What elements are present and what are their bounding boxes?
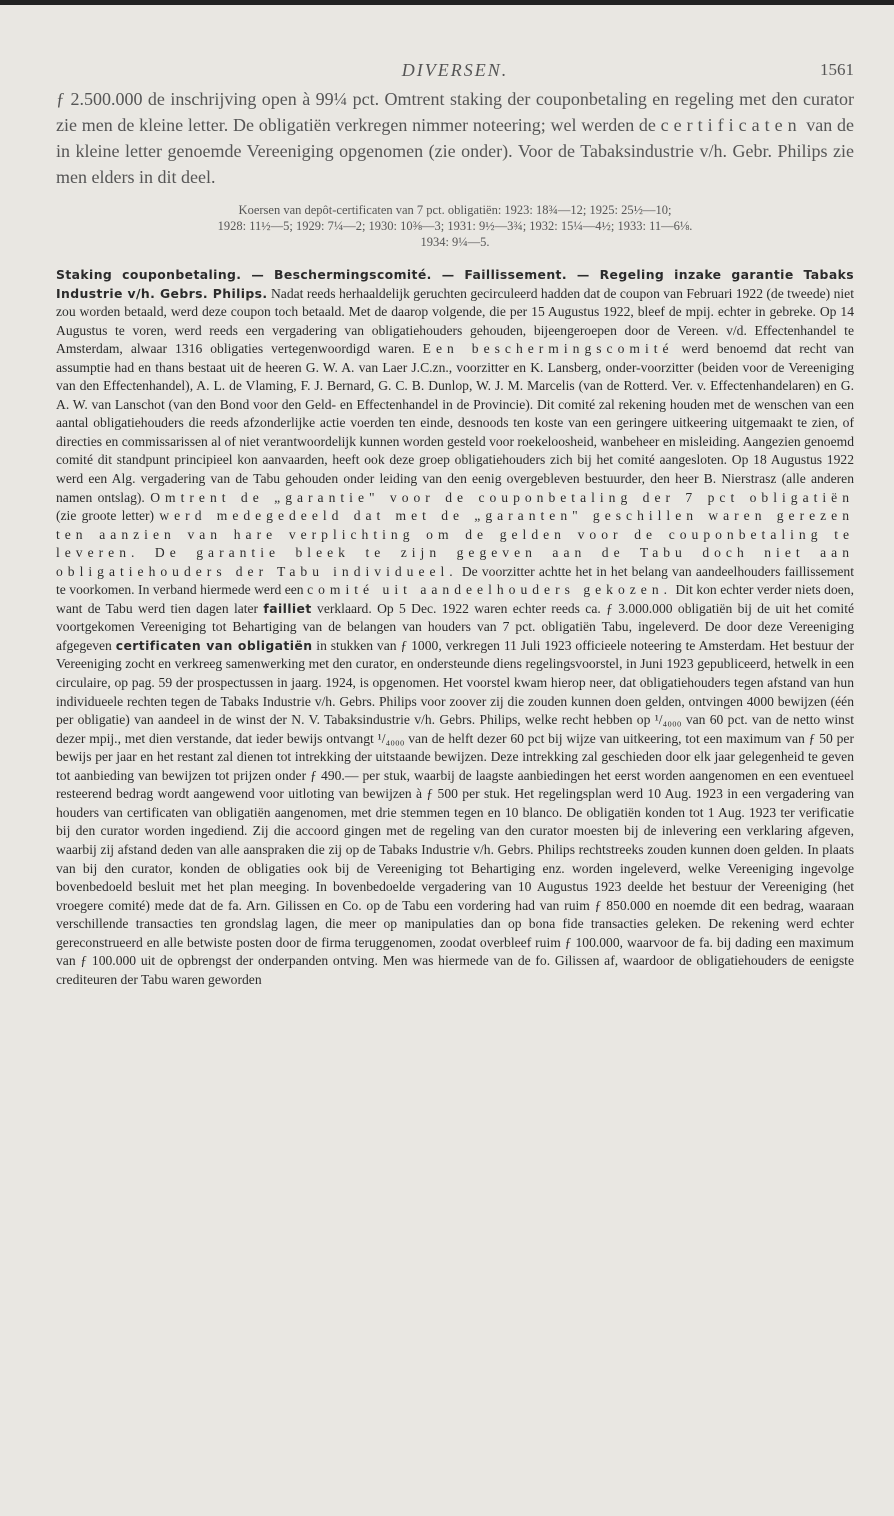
section-text-3: (zie groote letter) bbox=[56, 508, 160, 524]
section-text-7: in stukken van ƒ 1000, verkregen 11 Juli 1923 officieele noteering te Amsterdam. Het bestuur der Vereeniging zocht en verkreeg samenwerking met den curator, en ondersteunde diens regelingsvoorstel, in Juni 1923 gepubliceerd, hetwelk in een circulaire, op pag. 59 der prospectussen in jaarg. 1924, is opgenomen. Het voorstel kwam hierop neer, dat obligatiehouders tegen afstand van hun individueele rechten tegen de Tabaks Industrie v/h. Gebrs. Philips voor zoover zij die zouden kunnen doen gelden, ontvingen 4000 bewijzen (één per obligatie) van aandeel in de winst der N. V. Tabaksindustrie v/h. Gebrs. Philips, welke recht hebben op ¹/₄₀₀₀ van 60 pct. van de netto winst dezer mpij., met dien verstande, dat ieder bewijs ontvangt ¹/₄₀₀₀ van de helft dezer 60 pct bij wijze van uitkeering, tot een maximum van ƒ 50 per bewijs per jaar en het restant zal dienen tot intrekking der uitstaande bewijzen. Deze intrekking zal geschieden door elk jaar gelegenheid te geven tot aanbieding van bewijzen tot prijzen onder ƒ 490.— per stuk, waarbij de laagste aanbiedingen het eerst worden aangenomen en een eventueel resteerend bedrag wordt aangewend voor uitloting van bewijzen à ƒ 500 per stuk. Het regelingsplan werd 10 Aug. 1923 in een vergadering van houders van certificaten van obligatiën aangenomen, met drie stemmen tegen en 10 blanco. De obligatiën konden tot 1 Aug. 1923 ter verificatie bij den curator worden ingediend. Zij die accoord gingen met de regeling van den curator moesten bij de inlevering een verklaring afgeven, waarbij zij afstand deden van alle aanspraken die zij op de Tabaks Industrie v/h. Gebrs. Philips rechtstreeks zouden kunnen doen gelden. In plaats van bij den curator, konden de obligaties ook bij de Vereeniging tot Behartiging enz. worden ingeleverd, welke Vereeniging ingevolge bovenbedoeld besluit met het plan meeging. In bovenbedoelde vergadering van 10 Augustus 1923 deelde het bestuur der Vereeniging (het vroegere comité) mede dat de fa. Arn. Gilissen en Co. op de Tabu een vordering had van ruim ƒ 850.000 en noemde dit een bedrag, waaraan verschillende transacties ten grondslag lagen, die meer op manipulaties dan op bona fide transacties geleken. De rekening werd echter gereconstrueerd en alle betwiste posten door de firma teruggenomen, zoodat overbleef ruim ƒ 100.000, waarvoor de fa. bij dading een maximum van ƒ 100.000 uit de opbrengst der onderpanden ontving. Men was hiermede van de fo. Gilissen af, waardoor de obligatiehouders de eenigste crediteuren der Tabu waren geworden bbox=[56, 637, 854, 987]
section-text-2: werd benoemd dat recht van assumptie had en thans bestaat uit de heeren G. W. A. van Laer J.C.zn., voorzitter en K. Lansberg, onder-voorzitter (beiden voor de Vereeniging van den Effectenhandel), A. L. de Vlaming, F. J. Bernard, G. C. B. Dunlop, W. J. M. Marcelis (van de Rotterd. Ver. v. Effectenhandelaren) en G. A. W. van Lanschot (van den Bond voor den Geld- en Effectenhandel in de Provincie). Dit comité zal rekening houden met de wenschen van een aantal obligatiehouders die reeds afzonderlijke actie voerden ten einde, desnoods ten koste van een geringere uitkeering uitgemaakt te zien, of directies en commissarissen al of niet verantwoordelijk kunnen worden gesteld voor roekeloosheid, wanbeheer en misleiding. Aangezien genoemd comité dit standpunt principieel kon aanvaarden, heeft ook deze groep obligatiehouders zich bij het comité aangesloten. Op 18 Augustus 1922 werd een Alg. vergadering van de Tabu gehouden onder leiding van den eenig overgebleven bestuurder, den heer B. Nierstrasz (alle anderen namen ontslag). bbox=[56, 341, 854, 505]
section-spaced-1: Een beschermingscomité bbox=[422, 341, 674, 357]
section-text-6: verklaard. Op 5 Dec. 1922 waren echter reeds ca. ƒ 3.000.000 obligatiën bij de uit het comité voortgekomen Vereeniging tot Behartiging van de belangen van houders van 7 pct. obligatiën Tabu, ingeleverd. De door deze Vereeniging afgegeven bbox=[56, 600, 855, 653]
intro-text-1: ƒ 2.500.000 de inschrijving open à 99¼ pct. Omtrent staking der couponbetaling en regeling met den curator zie men de kleine letter. De obligatiën verkregen nimmer noteering; wel werden de bbox=[56, 89, 854, 135]
intro-spaced-term: certificaten bbox=[660, 115, 802, 135]
section-heading: Staking couponbetaling. — Beschermingscomité. — Faillissement. — Regeling inzake garantie Tabaks Industrie v/h. Gebrs. Philips. bbox=[56, 267, 854, 301]
section-text-5: Dit kon echter verder niets doen, want de Tabu werd tien dagen later bbox=[56, 582, 854, 616]
intro-paragraph bbox=[56, 86, 854, 190]
section-text-4: De voorzitter achtte het in het belang van aandeelhouders faillissement te voorkomen. In verband hiermede werd een bbox=[56, 563, 854, 598]
quotations-line: 1934: 9¼—5. bbox=[420, 235, 490, 249]
section-bold-failliet: failliet bbox=[263, 600, 312, 616]
quotations-line: 1928: 11½—5; 1929: 7¼—2; 1930: 10⅜—3; 1931: 9½—3¾; 1932: 15¼—4½; 1933: 11—6⅛. bbox=[217, 219, 693, 233]
running-title: DIVERSEN. bbox=[401, 60, 509, 80]
page-header bbox=[56, 0, 854, 86]
section-spaced-2: Omtrent de „garantie" voor de couponbetaling der 7 pct obligatiën bbox=[150, 489, 854, 505]
section-bold-certificaten: certificaten van obligatiën bbox=[115, 637, 313, 653]
section-text-1: Nadat reeds herhaaldelijk geruchten gecirculeerd hadden dat de coupon van Februari 1922 (de tweede) niet zou worden betaald, werd deze coupon toch betaald. Met de daarop volgende, die per 15 Augustus 1922, bleef de mpij. echter in gebreke. Op 14 Augustus te voren, werd reeds een vergadering van obligatiehouders gehouden, bijeengeroepen door de Vereen. v/d. Effectenhandel te Amsterdam, alwaar 1316 obligaties vertegenwoordigd waren. bbox=[56, 285, 854, 357]
section-spaced-3: werd medegedeeld dat met de „garanten" geschillen waren gerezen ten aanzien van hare verplichting om de gelden voor de couponbetaling te leveren. De garantie bleek te zijn gegeven aan de Tabu doch niet aan obligatiehouders der Tabu individueel. bbox=[56, 508, 854, 579]
quotations-block bbox=[56, 202, 854, 250]
intro-text-2: van de in kleine letter genoemde Vereeniging opgenomen (zie onder). Voor de Tabaksindustrie v/h. Gebr. Philips zie men elders in dit deel. bbox=[56, 115, 854, 187]
page-number: 1561 bbox=[820, 60, 854, 79]
small-print-paragraph bbox=[56, 266, 854, 989]
section-spaced-4: comité uit aandeelhouders gekozen. bbox=[307, 582, 673, 598]
quotations-line: Koersen van depôt-certificaten van 7 pct. obligatiën: 1923: 18¾—12; 1925: 25½—10; bbox=[238, 203, 672, 217]
small-print-section bbox=[56, 266, 854, 989]
